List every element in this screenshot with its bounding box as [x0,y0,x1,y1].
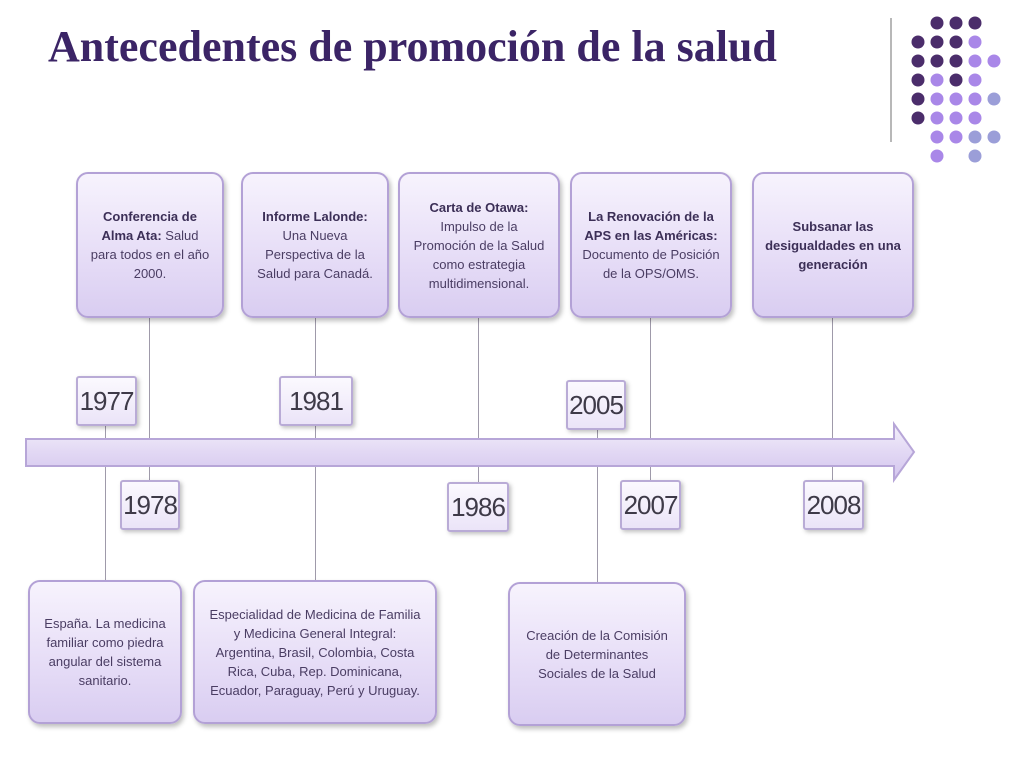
decorative-dot [912,36,925,49]
timeline-arrow [24,420,919,484]
event-1978-text: Salud para todos en el año 2000. [90,228,210,281]
year-1981: 1981 [279,376,353,426]
event-2007-text: Documento de Posición de la OPS/OMS. [582,247,720,281]
decorative-dot [931,93,944,106]
event-1978-title: Conferencia de Alma Ata: [101,209,197,243]
decorative-dot [931,131,944,144]
year-1986: 1986 [447,482,509,532]
event-box-1978 [76,172,224,318]
connector-1981-top [315,318,316,378]
year-1978: 1978 [120,480,180,530]
decorative-dot [969,150,982,163]
decorative-dot [950,36,963,49]
decorative-dot [950,131,963,144]
decorative-dot [912,93,925,106]
year-2005: 2005 [566,380,626,430]
event-2005-text: Creación de la Comisión de Determinantes Sociales de la Salud [526,627,668,681]
decorative-dot [969,93,982,106]
decorative-dot [912,74,925,87]
decorative-dot [969,17,982,30]
decorative-dot [931,150,944,163]
event-1977-text: España. La medicina familiar como piedra angular del sistema sanitario. [44,616,166,688]
event-box-1986 [398,172,560,318]
decorative-dot [950,112,963,125]
slide-title: Antecedentes de promoción de la salud [48,22,777,71]
event-box-1981-bottom [193,580,437,724]
event-box-2008 [752,172,914,318]
event-1981-text: Una Nueva Perspectiva de la Salud para Canadá. [257,228,373,281]
decorative-dot [988,93,1001,106]
decorative-dot [931,17,944,30]
year-2008: 2008 [803,480,864,530]
decorative-dot [969,131,982,144]
decorative-dot [950,55,963,68]
event-1981-bottom-text: Especialidad de Medicina de Familia y Medicina General Integral: Argentina, Brasil, Colombia, Costa Rica, Cuba, Rep. Dominicana, Ecuador, Paraguay, Perú y Uruguay. [209,606,421,698]
decorative-dot [969,55,982,68]
decorative-dot [931,74,944,87]
event-box-1981 [241,172,389,318]
decorative-dot [969,74,982,87]
event-box-1977 [28,580,182,724]
event-1986-text: Impulso de la Promoción de la Salud como estrategia multidimensional. [413,218,545,291]
event-2007-title: La Renovación de la APS en las Américas: [584,209,718,243]
decorative-dot [988,131,1001,144]
title-divider [890,18,892,142]
decorative-dot [950,74,963,87]
decorative-dot [988,55,1001,68]
event-1986-title: Carta de Otawa: [429,199,529,215]
decorative-dot [950,17,963,30]
decorative-dot [950,93,963,106]
decorative-dot [912,112,925,125]
year-1977: 1977 [76,376,137,426]
decorative-dot [931,36,944,49]
decorative-dot [969,112,982,125]
event-2008-title: Subsanar las desigualdades en una generación [765,218,901,272]
decorative-dot [931,55,944,68]
year-2007: 2007 [620,480,681,530]
decorative-dot [931,112,944,125]
event-box-2005 [508,582,686,726]
event-1981-title: Informe Lalonde: [262,209,368,224]
decorative-dot [969,36,982,49]
event-box-2007 [570,172,732,318]
decorative-dot [912,55,925,68]
